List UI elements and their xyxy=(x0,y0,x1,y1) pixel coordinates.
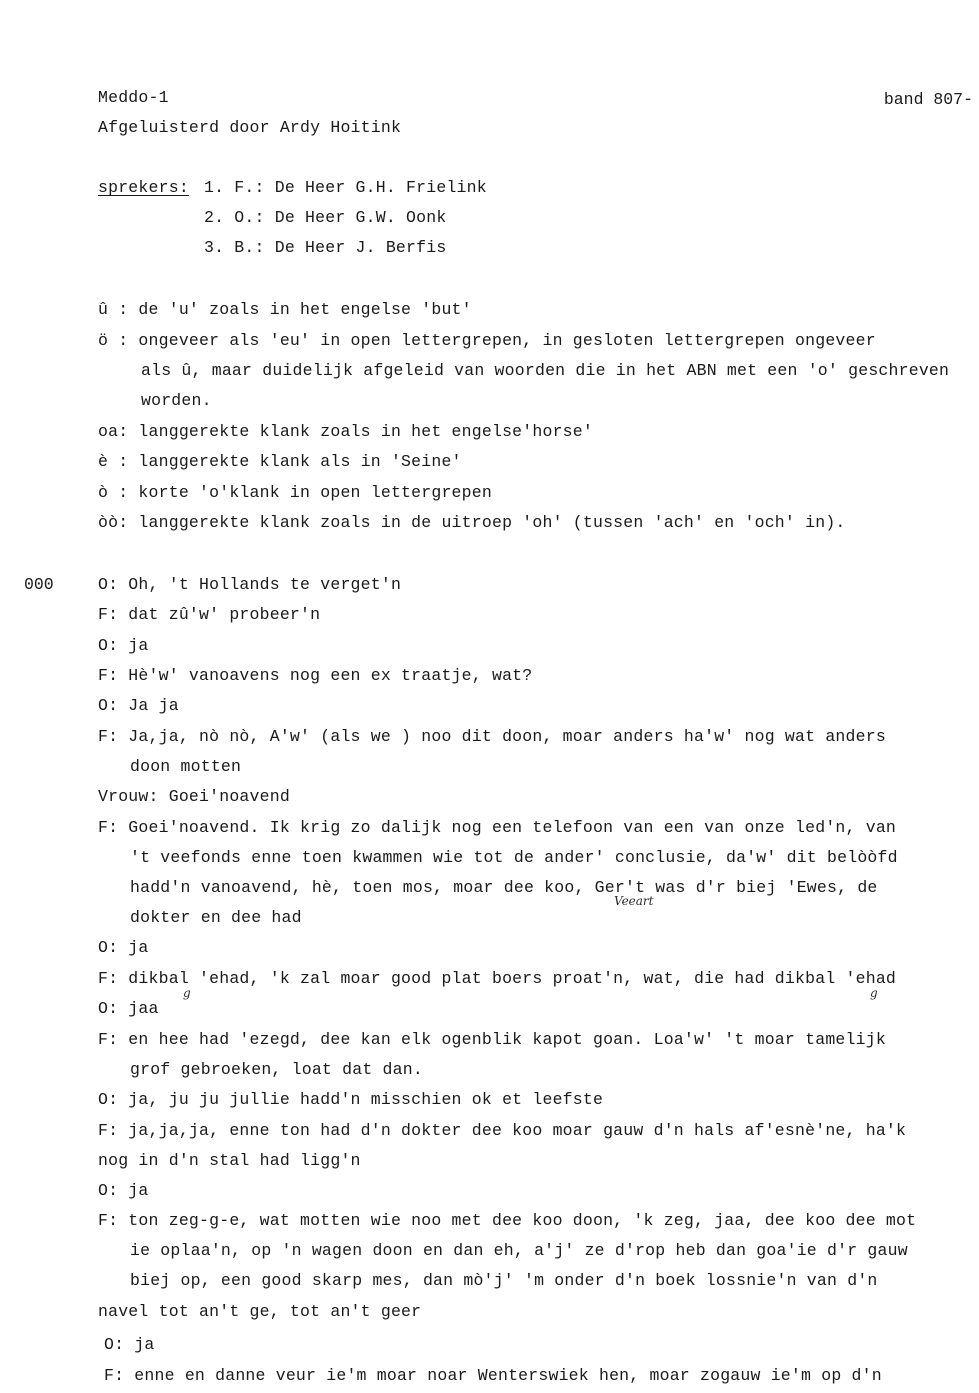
tape-band-number: band 807- xyxy=(883,90,973,109)
legend-line: û : de 'u' zoals in het engelse 'but' xyxy=(98,300,472,319)
transcript-line: F: dikbal 'ehad, 'k zal moar good plat boers proat'n, wat, die had dikbal 'ehad xyxy=(98,969,897,988)
speaker-3: 3. B.: De Heer J. Berfis xyxy=(204,238,447,257)
tape-counter: 000 xyxy=(24,575,54,594)
transcript-line: grof gebroeken, loat dat dan. xyxy=(130,1060,423,1079)
speakers-label: sprekers: xyxy=(98,178,189,197)
transcript-line: O: Ja ja xyxy=(98,696,179,715)
transcript-line: F: enne en danne veur ie'm moar noar Wenterswiek hen, moar zogauw ie'm op d'n xyxy=(104,1366,882,1385)
transcript-line: navel tot an't ge, tot an't geer xyxy=(98,1302,422,1321)
legend-line: worden. xyxy=(141,391,212,410)
transcript-line: hadd'n vanoavend, hè, toen mos, moar dee koo, Ger't was d'r biej 'Ewes, de xyxy=(130,878,878,897)
legend-line: ö : ongeveer als 'eu' in open lettergrepen, in gesloten lettergrepen ongeveer xyxy=(98,331,876,350)
transcript-line: O: Oh, 't Hollands te verget'n xyxy=(98,575,402,594)
legend-line: è : langgerekte klank als in 'Seine' xyxy=(98,452,462,471)
transcript-line: F: Ja,ja, nò nò, A'w' (als we ) noo dit doon, moar anders ha'w' nog wat anders xyxy=(98,727,886,746)
legend-line: òò: langgerekte klank zoals in de uitroep 'oh' (tussen 'ach' en 'och' in). xyxy=(98,513,846,532)
transcript-line: 't veefonds enne toen kwammen wie tot de ander' conclusie, da'w' dit belòòfd xyxy=(130,848,898,867)
legend-line: als û, maar duidelijk afgeleid van woorden die in het ABN met een 'o' geschreven xyxy=(141,361,950,380)
document-title: Meddo-1 xyxy=(98,88,169,107)
transcript-line: O: ja, ju ju jullie hadd'n misschien ok et leefste xyxy=(98,1090,604,1109)
transcript-line: F: ton zeg-g-e, wat motten wie noo met dee koo doon, 'k zeg, jaa, dee koo dee mot xyxy=(98,1211,917,1230)
handwritten-correction: Veeart xyxy=(614,894,654,908)
speaker-1: 1. F.: De Heer G.H. Frielink xyxy=(204,178,487,197)
legend-line: oa: langgerekte klank zoals in het engelse'horse' xyxy=(98,422,593,441)
legend-line: ò : korte 'o'klank in open lettergrepen xyxy=(98,483,492,502)
transcript-line: F: en hee had 'ezegd, dee kan elk ogenblik kapot goan. Loa'w' 't moar tamelijk xyxy=(98,1030,886,1049)
transcript-line: O: ja xyxy=(104,1335,155,1354)
transcript-line: F: Hè'w' vanoavens nog een ex traatje, wat? xyxy=(98,666,533,685)
speaker-2: 2. O.: De Heer G.W. Oonk xyxy=(204,208,447,227)
handwritten-mark: g xyxy=(870,986,878,1000)
transcript-line: ie oplaa'n, op 'n wagen doon en dan eh, a'j' ze d'rop heb dan goa'ie d'r gauw xyxy=(130,1241,908,1260)
transcript-line: nog in d'n stal had ligg'n xyxy=(98,1151,361,1170)
transcript-line: O: ja xyxy=(98,636,149,655)
transcript-line: O: ja xyxy=(98,938,149,957)
listener-line: Afgeluisterd door Ardy Hoitink xyxy=(98,118,402,137)
transcript-line: Vrouw: Goei'noavend xyxy=(98,787,290,806)
transcript-line: O: ja xyxy=(98,1181,149,1200)
transcript-line: biej op, een good skarp mes, dan mò'j' 'm onder d'n boek lossnie'n van d'n xyxy=(130,1271,878,1290)
transcript-line: F: Goei'noavend. Ik krig zo dalijk nog een telefoon van een van onze led'n, van xyxy=(98,818,897,837)
transcript-line: O: jaa xyxy=(98,999,159,1018)
transcript-line: dokter en dee had xyxy=(130,908,302,927)
transcript-line: doon motten xyxy=(130,757,242,776)
transcript-line: F: dat zû'w' probeer'n xyxy=(98,605,321,624)
handwritten-mark: g xyxy=(183,986,191,1000)
transcript-line: F: ja,ja,ja, enne ton had d'n dokter dee koo moar gauw d'n hals af'esnè'ne, ha'k xyxy=(98,1121,907,1140)
